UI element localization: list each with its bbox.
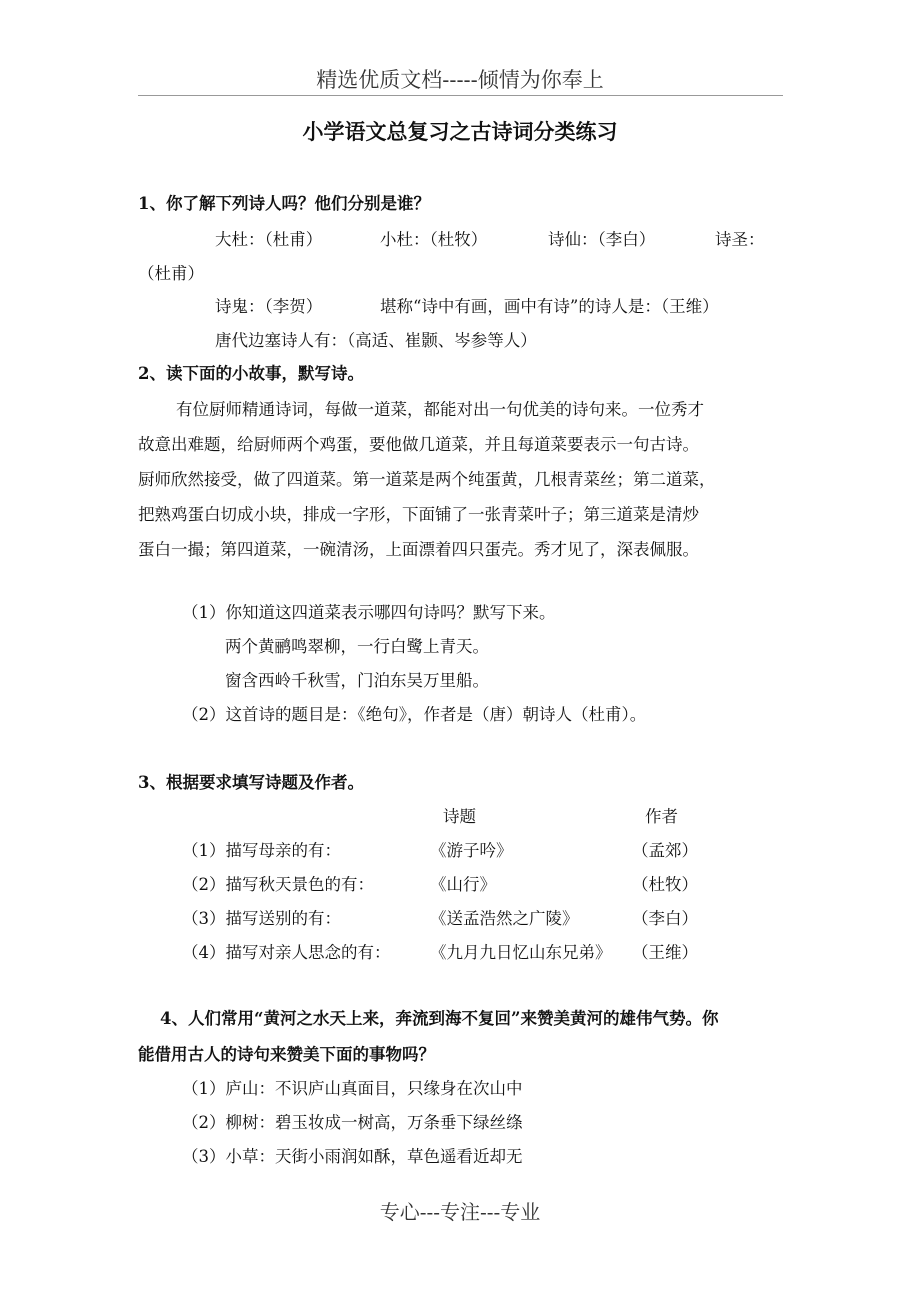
q3-row-poem: 《送孟浩然之广陵》 [430, 909, 579, 928]
q1-dadu: 大杜：（杜甫） [215, 230, 323, 249]
q2-story-line: 厨师欣然接受，做了四道菜。第一道菜是两个纯蛋黄，几根青菜丝；第二道菜， [138, 470, 716, 489]
q2-sub1: （1）你知道这四道菜表示哪四句诗吗？默写下来。 [182, 603, 556, 622]
q2-story-line: 把熟鸡蛋白切成小块，排成一字形，下面铺了一张青菜叶子；第三道菜是清炒 [138, 505, 699, 524]
q3-row-desc: （4）描写对亲人思念的有： [182, 943, 391, 962]
q3-row-author: （杜牧） [632, 875, 698, 894]
q1-wangwei: 堪称“诗中有画，画中有诗”的诗人是：（王维） [380, 297, 719, 316]
q2-poem-line: 两个黄鹂鸣翠柳，一行白鹭上青天。 [225, 637, 489, 656]
q2-story-line: 有位厨师精通诗词，每做一道菜，都能对出一句优美的诗句来。一位秀才 [176, 400, 704, 419]
q3-row-desc: （1）描写母亲的有： [182, 841, 341, 860]
q1-shixian: 诗仙：（李白） [548, 230, 656, 249]
page-title: 小学语文总复习之古诗词分类练习 [302, 119, 618, 144]
q3-row-desc: （3）描写送别的有： [182, 909, 341, 928]
q1-heading: 1、你了解下列诗人吗？他们分别是谁？ [138, 194, 430, 213]
q4-item: （2）柳树：碧玉妆成一树高，万条垂下绿丝绦 [182, 1113, 523, 1132]
q4-heading-cont: 能借用古人的诗句来赞美下面的事物吗？ [138, 1045, 435, 1064]
q2-sub2: （2）这首诗的题目是：《绝句》，作者是（唐）朝诗人（杜甫）。 [182, 705, 647, 724]
q3-row-poem: 《游子吟》 [430, 841, 513, 860]
q1-shisheng-answer: （杜甫） [138, 264, 204, 283]
q3-row-author: （孟郊） [632, 841, 698, 860]
q3-row-desc: （2）描写秋天景色的有： [182, 875, 374, 894]
q3-row-author: （李白） [632, 909, 698, 928]
page-header: 精选优质文档-----倾情为你奉上 [316, 68, 604, 92]
q1-biansai: 唐代边塞诗人有：（高适、崔颢、岑参等人） [215, 331, 537, 350]
q3-col-author: 作者 [645, 807, 678, 826]
q4-item: （3）小草：天街小雨润如酥，草色遥看近却无 [182, 1147, 523, 1166]
q1-shigui: 诗鬼：（李贺） [215, 297, 323, 316]
q1-xiaodu: 小杜：（杜牧） [380, 230, 488, 249]
q4-item: （1）庐山：不识庐山真面目，只缘身在次山中 [182, 1079, 523, 1098]
q4-heading: 4、人们常用“黄河之水天上来，奔流到海不复回”来赞美黄河的雄伟气势。你 [160, 1009, 719, 1028]
q3-heading: 3、根据要求填写诗题及作者。 [138, 773, 364, 792]
q3-row-author: （王维） [632, 943, 698, 962]
q2-poem-line: 窗含西岭千秋雪，门泊东吴万里船。 [225, 671, 489, 690]
q1-shisheng: 诗圣： [715, 230, 765, 249]
q3-col-title: 诗题 [443, 807, 476, 826]
q3-row-poem: 《九月九日忆山东兄弟》 [430, 943, 612, 962]
q2-heading: 2、读下面的小故事，默写诗。 [138, 364, 364, 383]
q2-story-line: 故意出难题，给厨师两个鸡蛋，要他做几道菜，并且每道菜要表示一句古诗。 [138, 435, 699, 454]
header-divider [138, 95, 783, 96]
q3-row-poem: 《山行》 [430, 875, 496, 894]
page-footer: 专心---专注---专业 [379, 1200, 541, 1224]
q2-story-line: 蛋白一撮；第四道菜，一碗清汤，上面漂着四只蛋壳。秀才见了，深表佩服。 [138, 540, 699, 559]
